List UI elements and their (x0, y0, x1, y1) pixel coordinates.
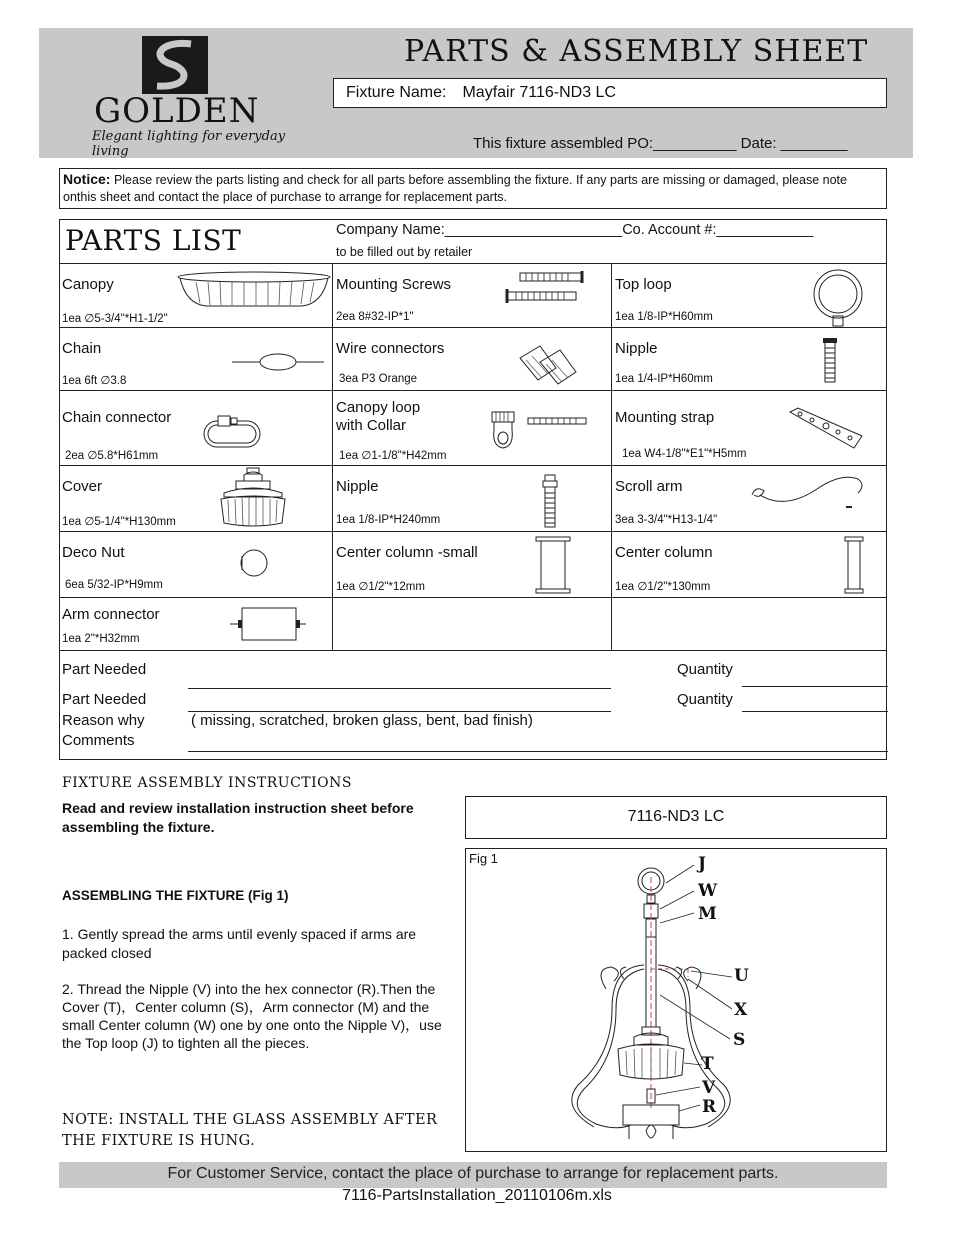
part-name: Top loop (615, 276, 672, 293)
comments-label: Comments (62, 732, 135, 749)
part-spec: 1ea 1/8-IP*H60mm (615, 311, 713, 323)
part-name: Scroll arm (615, 478, 683, 495)
center-column-small-icon (534, 535, 572, 595)
quantity-1-field[interactable] (742, 686, 888, 687)
part-name: Wire connectors (336, 340, 445, 357)
wire-connectors-icon (518, 344, 582, 386)
callout-x: X (734, 1000, 748, 1020)
part-name: Arm connector (62, 606, 160, 623)
part-spec: 1ea 1/4-IP*H60mm (615, 373, 713, 385)
center-column-icon (844, 536, 864, 594)
reason-options: ( missing, scratched, broken glass, bent, bad finish) (191, 712, 533, 729)
fixture-label: Fixture Name: (346, 84, 447, 101)
nipple-long-icon (542, 473, 558, 529)
part-name: Center column -small (336, 544, 478, 561)
part-spec: 1ea ∅1-1/8"*H42mm (339, 450, 447, 462)
fixture-name-box (333, 78, 887, 108)
arm-connector-icon (230, 606, 306, 644)
part-spec: 6ea 5/32-IP*H9mm (65, 579, 163, 591)
assembling-heading: ASSEMBLING THE FIXTURE (Fig 1) (62, 888, 289, 903)
install-note: NOTE: INSTALL THE GLASS ASSEMBLY AFTER THE FIXTURE IS HUNG. (62, 1112, 438, 1149)
part-name: Nipple (615, 340, 658, 357)
deco-nut-icon (238, 546, 270, 580)
part-spec: 1ea ∅1/2"*130mm (615, 581, 711, 593)
callout-v: V (702, 1078, 716, 1098)
part-name: Center column (615, 544, 713, 561)
part-name: Chain connector (62, 409, 172, 426)
part-spec: 2ea 8#32-IP*1" (336, 311, 414, 323)
quantity-label: Quantity (677, 661, 733, 678)
fixture-diagram (466, 849, 888, 1153)
scroll-arm-icon (746, 473, 868, 519)
callout-t: T (701, 1054, 714, 1074)
part-spec: 2ea ∅5.8*H61mm (65, 450, 159, 462)
sheet-title: PARTS & ASSEMBLY SHEET (404, 34, 869, 69)
brand-tagline: Elegant lighting for everyday living (92, 129, 286, 159)
notice-box (59, 168, 887, 209)
part-name: Canopy (62, 276, 114, 293)
part-spec: 1ea ∅5-3/4"*H1-1/2" (62, 313, 168, 325)
po-date-line: This fixture assembled PO:__________ Date: ________ (473, 135, 848, 152)
callout-s: S (733, 1030, 746, 1050)
customer-service-footer: For Customer Service, contact the place of purchase to arrange for replacement parts. (59, 1162, 887, 1188)
part-name: Mounting Screws (336, 276, 452, 293)
company-line: Company Name:______________________Co. Account #:____________ (336, 222, 814, 238)
callout-u: U (734, 966, 749, 986)
golden-logo (39, 28, 309, 158)
nipple-short-icon (822, 338, 838, 384)
part-spec: 1ea 1/8-IP*H240mm (336, 514, 441, 526)
file-name: 7116-PartsInstallation_20110106m.xls (342, 1187, 612, 1204)
canopy-icon (176, 270, 332, 310)
part-spec: 3ea 3-3/4"*H13-1/4" (615, 514, 718, 526)
reason-label: Reason why (62, 712, 145, 729)
cover-icon (218, 467, 288, 529)
part-spec: 1ea ∅1/2"*12mm (336, 581, 425, 593)
brand-name: GOLDEN (94, 91, 260, 131)
callout-r: R (702, 1097, 717, 1117)
instructions-lead: Read and review installation instruction sheet before assembling the fixture. (62, 800, 414, 835)
part-name: Canopy loop with Collar (336, 399, 421, 434)
chain-connector-icon (200, 415, 264, 451)
figure-label: Fig 1 (469, 851, 498, 866)
comments-field[interactable] (188, 751, 888, 752)
part-name: Cover (62, 478, 103, 495)
step-2: 2. Thread the Nipple (V) into the hex connector (R).Then the Cover (T)，Center column (S)，Arm connector (M) and the small Center column (W) one by one onto the Nipple V)，use the Top loop (J) to tighten all the pieces. (62, 981, 442, 1051)
notice-text: Please review the parts listing and check for all parts before assembling the fixture. If any parts are missing or damaged, please note onthis sheet and contact the place of purchase to arrange for replacement parts. (63, 173, 847, 204)
part-needed-label: Part Needed (62, 661, 147, 678)
part-needed-label: Part Needed (62, 691, 147, 708)
callout-j: J (698, 854, 707, 874)
mounting-screws-icon (500, 270, 592, 310)
part-needed-1-field[interactable] (188, 688, 611, 689)
top-loop-icon (806, 268, 870, 328)
header-band (39, 28, 913, 158)
part-spec: 1ea 2"*H32mm (62, 633, 140, 645)
part-name: Mounting strap (615, 409, 715, 426)
part-name: Chain (62, 340, 102, 357)
chain-icon (232, 350, 324, 374)
part-name: Deco Nut (62, 544, 125, 561)
canopy-loop-collar-icon (488, 410, 596, 454)
instructions-heading: FIXTURE ASSEMBLY INSTRUCTIONS (62, 775, 352, 791)
company-note: to be filled out by retailer (336, 245, 473, 259)
parts-list-title: PARTS LIST (65, 224, 242, 257)
step-1: 1. Gently spread the arms until evenly spaced if arms are packed closed (62, 926, 417, 961)
part-spec: 1ea 6ft ∅3.8 (62, 375, 127, 387)
part-spec: 1ea ∅5-1/4"*H130mm (62, 516, 176, 528)
part-spec: 1ea W4-1/8"*E1"*H5mm (622, 448, 747, 460)
quantity-2-field[interactable] (742, 711, 888, 712)
part-spec: 3ea P3 Orange (339, 373, 418, 385)
parts-list-table (59, 219, 887, 760)
callout-m: M (698, 904, 717, 924)
callout-w: W (698, 881, 718, 901)
figure-1 (465, 848, 887, 1152)
part-name: Nipple (336, 478, 379, 495)
quantity-label: Quantity (677, 691, 733, 708)
mounting-strap-icon (786, 406, 866, 452)
model-number-box: 7116-ND3 LC (465, 796, 887, 839)
fixture-value: Mayfair 7116-ND3 LC (462, 84, 617, 101)
notice-label: Notice: (63, 171, 111, 187)
